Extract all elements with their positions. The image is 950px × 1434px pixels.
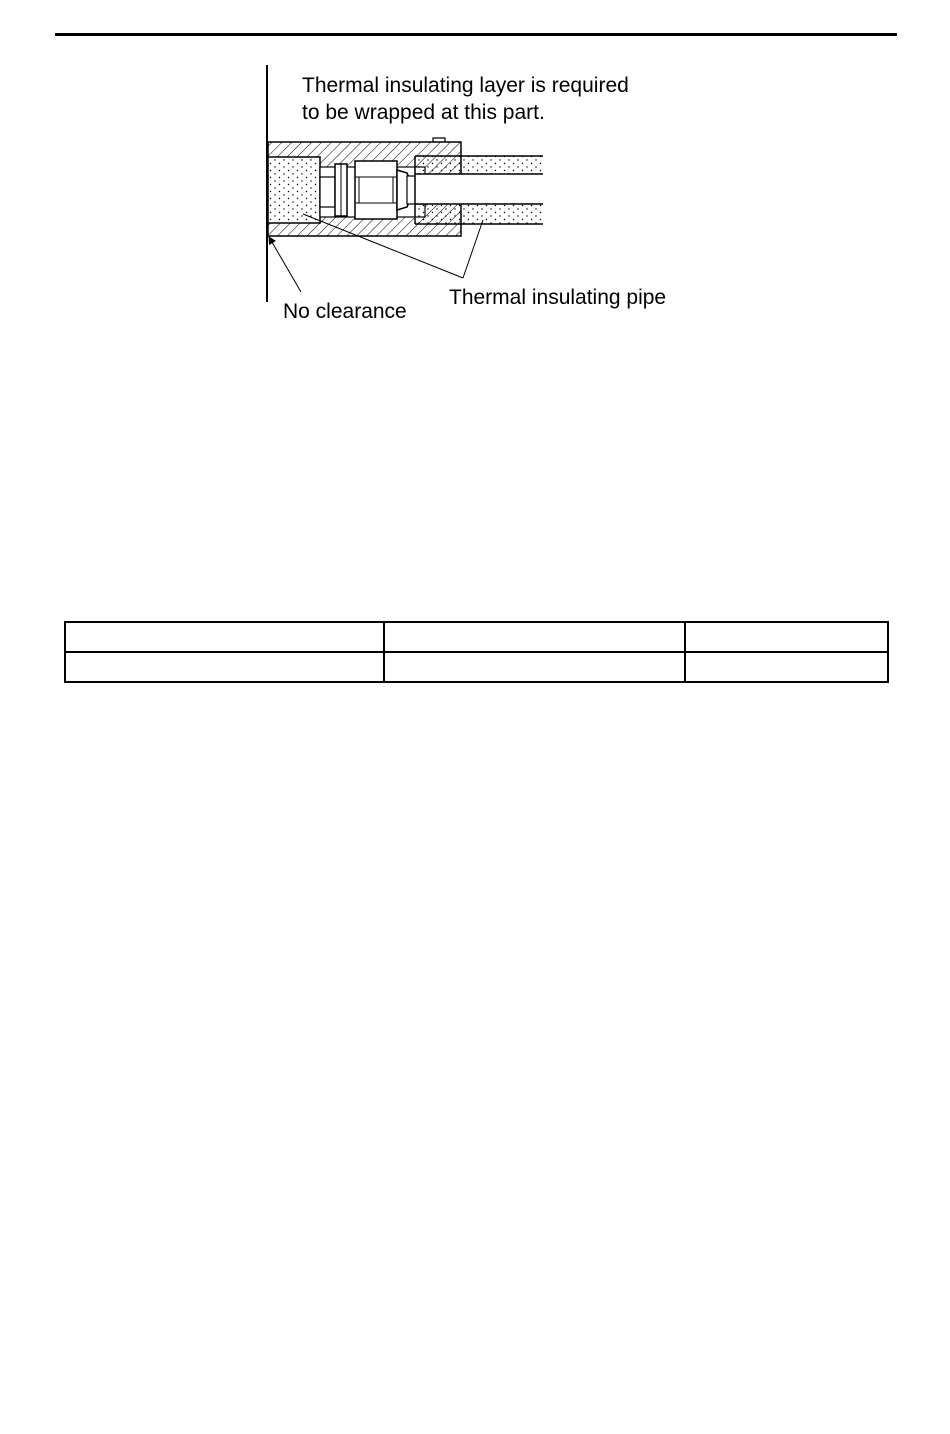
header-rule: [55, 33, 897, 36]
spec-table: [64, 621, 889, 683]
leader-line-no-clearance: [269, 237, 301, 292]
table-cell: [685, 652, 888, 682]
table-cell: [685, 622, 888, 652]
no-clearance-label: No clearance: [283, 300, 407, 323]
table-cell: [65, 652, 384, 682]
table-cell: [384, 652, 685, 682]
table-cell: [65, 622, 384, 652]
pipe-insulation-diagram: [255, 60, 715, 335]
leader-line-pipe-right: [463, 220, 483, 278]
table-row: [65, 622, 888, 652]
table-row: [65, 652, 888, 682]
flare-nut: [355, 161, 397, 219]
insulating-layer-note-line2: to be wrapped at this part.: [302, 101, 545, 124]
insulating-layer-note: [302, 72, 629, 126]
insulating-layer-note-line1: Thermal insulating layer is required: [302, 74, 629, 97]
table-cell: [384, 622, 685, 652]
insulating-pipe-label: Thermal insulating pipe: [449, 286, 667, 309]
